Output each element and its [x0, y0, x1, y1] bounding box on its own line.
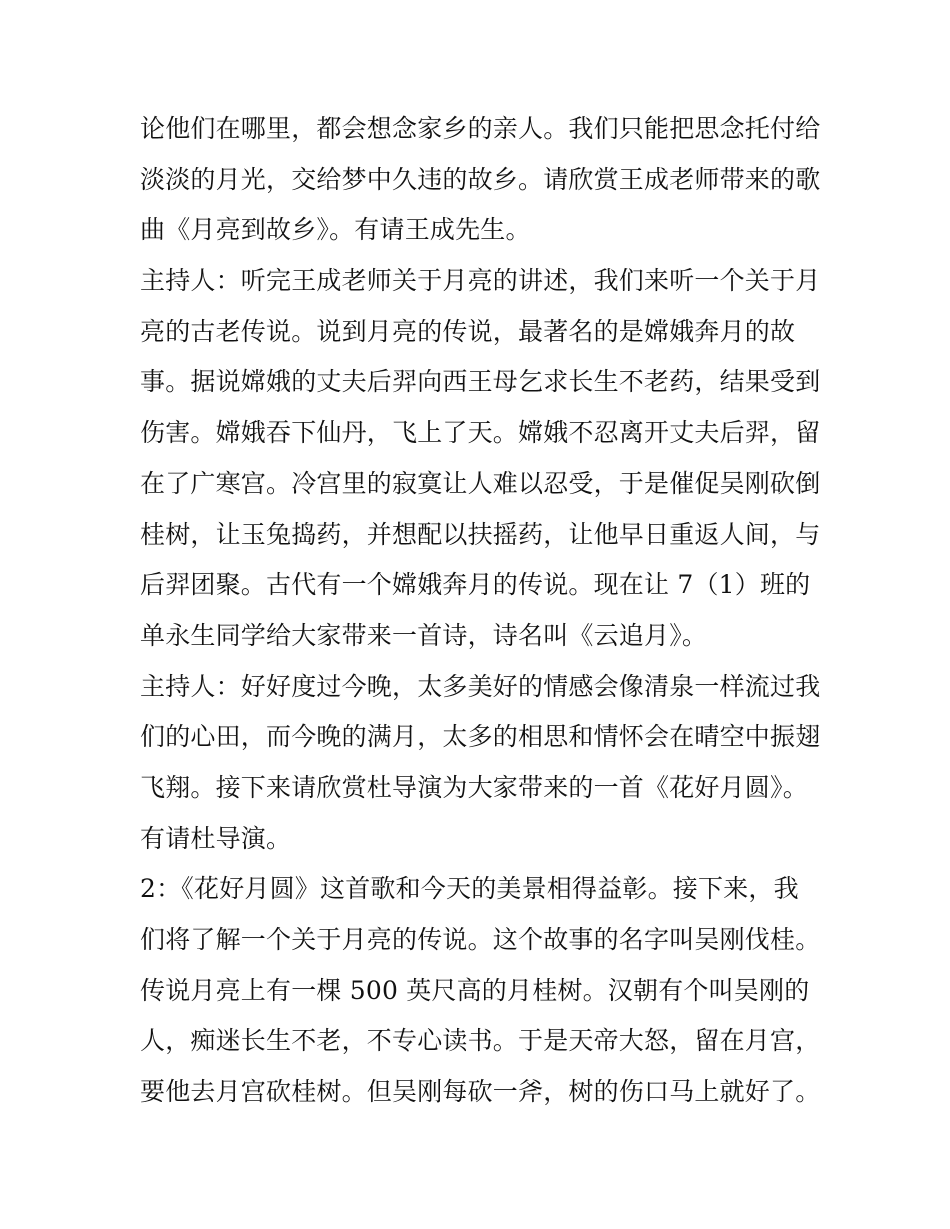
- text-line: 有请杜导演。: [140, 823, 292, 853]
- text-line: 桂树，让玉兔捣药，并想配以扶摇药，让他早日重返人间，与: [140, 519, 821, 549]
- text-line: 淡淡的月光，交给梦中久违的故乡。请欣赏王成老师带来的歌: [140, 164, 821, 194]
- text-line: 们将了解一个关于月亮的传说。这个故事的名字叫吴刚伐桂。: [140, 925, 821, 954]
- text-line: 事。据说嫦娥的丈夫后羿向西王母乞求长生不老药，结果受到: [140, 367, 821, 397]
- text-line: 们的心田，而今晚的满月，太多的相思和情怀会在晴空中振翅: [140, 722, 821, 752]
- text-line: 亮的古老传说。说到月亮的传说，最著名的是嫦娥奔月的故: [140, 316, 796, 346]
- text-line: 后羿团聚。古代有一个嫦娥奔月的传说。现在让 7（1）班的: [140, 570, 811, 600]
- text-line: 在了广寒宫。冷宫里的寂寞让人难以忍受，于是催促吴刚砍倒: [140, 468, 821, 498]
- text-line: 主持人：好好度过今晚，太多美好的情感会像清泉一样流过我: [140, 671, 821, 701]
- text-line: 2：《花好月圆》这首歌和今天的美景相得益彰。接下来，我: [140, 874, 799, 904]
- text-line: 伤害。嫦娥吞下仙丹，飞上了天。嫦娥不忍离开丈夫后羿，留: [140, 418, 821, 448]
- text-line: 论他们在哪里，都会想念家乡的亲人。我们只能把思念托付给: [140, 114, 821, 143]
- text-line: 曲《月亮到故乡》。有请王成先生。: [140, 215, 531, 245]
- text-line: 人，痴迷长生不老，不专心读书。于是天帝大怒，留在月宫，: [140, 1026, 821, 1056]
- text-line: 传说月亮上有一棵 500 英尺高的月桂树。汉朝有个叫吴刚的: [140, 975, 810, 1005]
- text-line: 飞翔。接下来请欣赏杜导演为大家带来的一首《花好月圆》。: [140, 772, 808, 802]
- document-body: [140, 104, 820, 1118]
- text-line: 主持人：听完王成老师关于月亮的讲述，我们来听一个关于月: [140, 266, 821, 296]
- text-line: 单永生同学给大家带来一首诗，诗名叫《云追月》。: [140, 620, 708, 650]
- text-line: 要他去月宫砍桂树。但吴刚每砍一斧，树的伤口马上就好了。: [140, 1077, 821, 1107]
